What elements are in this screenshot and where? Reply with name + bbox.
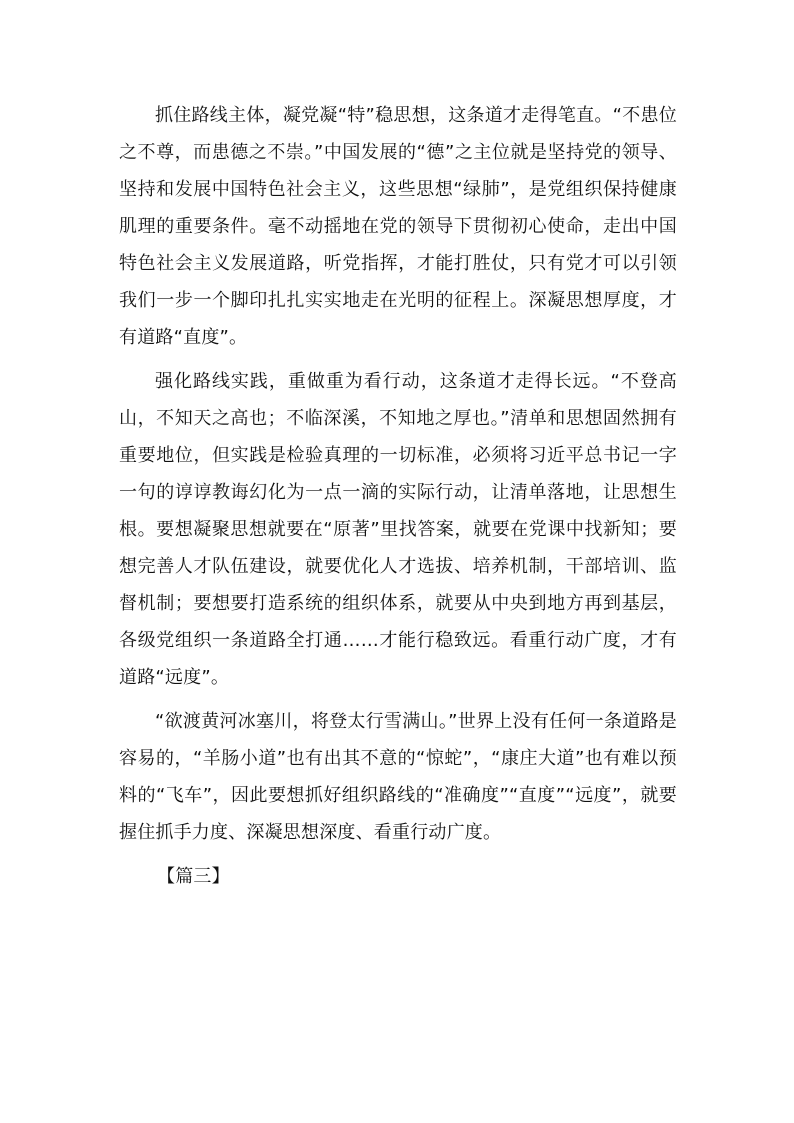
paragraph-3: “欲渡黄河冰塞川，将登太行雪满山。”世界上没有任何一条道路是容易的，“羊肠小道”也有出其不意的“惊蛇”，“康庄大道”也有难以预料的“飞车”，因此要想抓好组织路线的“准确度”“直度”“远度”，就要握住抓手力度、深凝思想深度、看重行动广度。 [119, 711, 677, 843]
paragraph-2: 强化路线实践，重做重为看行动，这条道才走得长远。“不登高山，不知天之高也；不临深溪，不知地之厚也。”清单和思想固然拥有重要地位，但实践是检验真理的一切标准，必须将习近平总书记一字一句的谆谆教诲幻化为一点一滴的实际行动，让清单落地，让思想生根。要想凝聚思想就要在“原著”里找答案，就要在党课中找新知；要想完善人才队伍建设，就要优化人才选拔、培养机制，干部培训、监督机制；要想要打造系统的组织体系，就要从中央到地方再到基层，各级党组织一条道路全打通……才能行稳致远。看重行动广度，才有道路“远度”。 [119, 371, 677, 688]
section-heading: 【篇三】 [157, 866, 230, 887]
paragraph-1: 抓住路线主体，凝党凝“特”稳思想，这条道才走得笔直。“不患位之不尊，而患德之不崇。”中国发展的“德”之主位就是坚持党的领导、坚持和发展中国特色社会主义，这些思想“绿肺”，是党组织保持健康肌理的重要条件。毫不动摇地在党的领导下贯彻初心使命，走出中国特色社会主义发展道路，听党指挥，才能打胜仗，只有党才可以引领我们一步一个脚印扎扎实实地走在光明的征程上。深凝思想厚度，才有道路“直度”。 [119, 105, 677, 348]
document-body [119, 97, 677, 902]
